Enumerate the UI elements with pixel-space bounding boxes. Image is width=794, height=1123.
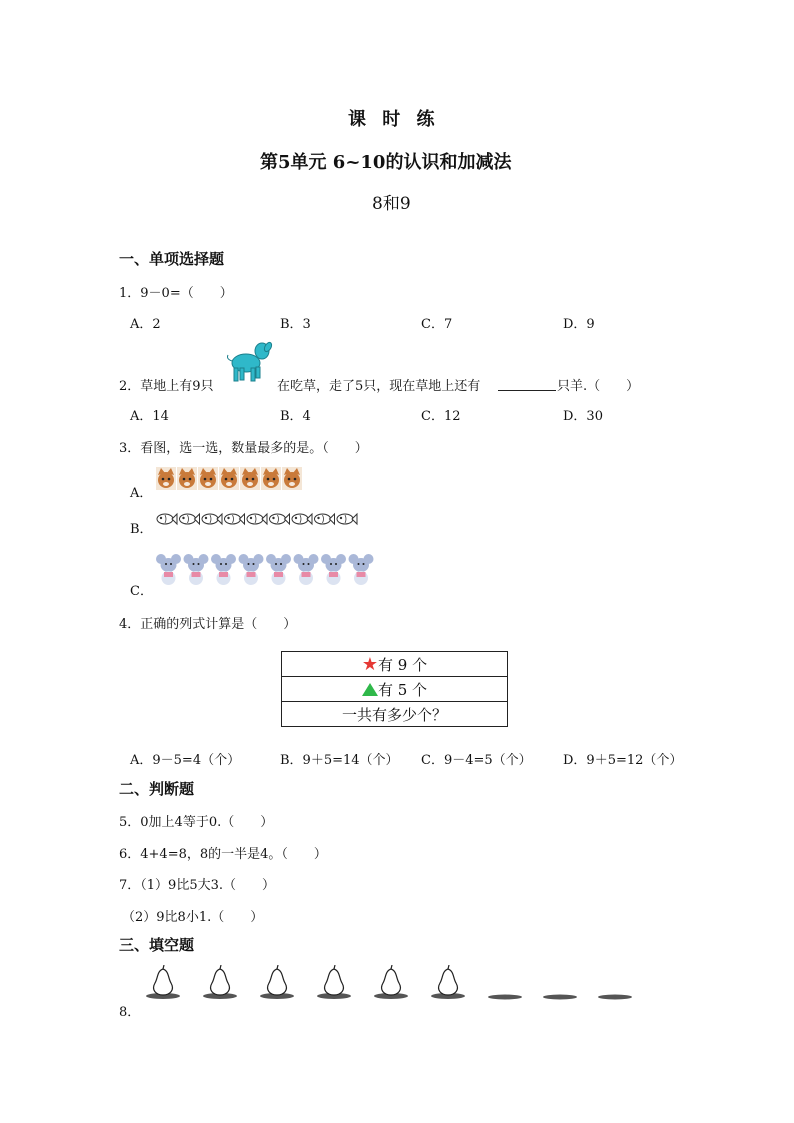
mouse-icon (156, 554, 181, 585)
pear-icon (203, 965, 237, 999)
fish-row (156, 511, 362, 527)
cat-icon (177, 467, 197, 490)
empty-plate-icon (543, 995, 577, 1000)
table-row (282, 652, 508, 677)
q1-option-d[interactable]: D．9 (563, 317, 595, 332)
q2-option-b[interactable]: B．4 (280, 409, 311, 424)
fish-icon (337, 514, 357, 524)
q2-answer-blank[interactable] (498, 376, 556, 395)
q1-option-b[interactable]: B．3 (280, 317, 311, 332)
cats-row (156, 467, 304, 490)
star-count-text: 有 9 个 (378, 655, 428, 674)
question-2-stem-middle: 在吃草，走了5只，现在草地上还有 (277, 379, 481, 394)
mice-row (156, 552, 378, 586)
fish-icon (315, 514, 335, 524)
mouse-icon (239, 554, 264, 585)
fish-icon (292, 514, 312, 524)
section-heading-choice: 一、单项选择题 (119, 250, 225, 268)
pear-icon (431, 965, 465, 999)
mouse-icon (294, 554, 319, 585)
q4-info-table (281, 651, 508, 727)
q2-option-a[interactable]: A．14 (130, 409, 169, 424)
fish-icon (247, 514, 267, 524)
fish-icon (202, 514, 222, 524)
question-2-stem-end: 只羊.（ ） (557, 379, 640, 394)
fish-icon (270, 514, 290, 524)
cat-icon (282, 467, 302, 490)
mouse-icon (266, 554, 291, 585)
question-7a-stem: 7．（1）9比5大3.（ ） (119, 878, 275, 893)
mouse-icon (211, 554, 236, 585)
pear-icon (374, 965, 408, 999)
question-6-stem: 6．4+4=8，8的一半是4。（ ） (119, 847, 327, 862)
pear-icon (260, 965, 294, 999)
pear-icon (146, 965, 180, 999)
cat-icon (261, 467, 281, 490)
question-5-stem: 5．0加上4等于0.（ ） (119, 815, 274, 830)
q4-option-a[interactable]: A．9－5=4（个） (130, 753, 241, 768)
q3-option-a[interactable]: A． (130, 486, 153, 501)
question-3-stem: 3．看图，选一选，数量最多的是。（ ） (119, 441, 368, 456)
q4-option-c[interactable]: C．9－4=5（个） (421, 753, 532, 768)
question-2-stem-start: 2．草地上有9只 (119, 379, 214, 394)
mouse-icon (184, 554, 209, 585)
q2-option-c[interactable]: C．12 (421, 409, 461, 424)
pears-row (146, 965, 646, 1003)
q4-option-d[interactable]: D．9＋5=12（个） (563, 753, 683, 768)
fish-icon (157, 514, 177, 524)
q2-option-d[interactable]: D．30 (563, 409, 603, 424)
table-row (282, 702, 508, 727)
question-8-stem: 8． (119, 1005, 141, 1020)
mouse-icon (321, 554, 346, 585)
q3-option-c[interactable]: C． (130, 584, 153, 599)
cat-icon (198, 467, 218, 490)
section-heading-judge: 二、判断题 (119, 780, 195, 798)
table-row (282, 677, 508, 702)
empty-plate-icon (598, 995, 632, 1000)
fish-icon (180, 514, 200, 524)
question-7b-stem: （2）9比8小1.（ ） (122, 910, 264, 925)
cat-icon (219, 467, 239, 490)
q3-option-b[interactable]: B． (130, 522, 153, 537)
sheep-icon (224, 337, 274, 383)
mouse-icon (349, 554, 374, 585)
cat-icon (156, 467, 176, 490)
question-1-stem: 1．9－0=（ ） (119, 286, 233, 301)
lesson-title: 8和9 (372, 194, 411, 214)
fish-icon (225, 514, 245, 524)
triangle-count-text: 有 5 个 (377, 680, 428, 699)
triangle-icon (362, 683, 378, 696)
empty-plate-icon (488, 995, 522, 1000)
pear-icon (317, 965, 351, 999)
section-heading-fill: 三、填空题 (119, 936, 195, 954)
q1-option-a[interactable]: A．2 (130, 317, 161, 332)
question-4-stem: 4．正确的列式计算是（ ） (119, 617, 297, 632)
cat-icon (240, 467, 260, 490)
unit-title: 第5单元 6~10的认识和加减法 (260, 152, 512, 173)
page-title: 课 时 练 (348, 109, 435, 130)
star-icon: ★ (361, 653, 379, 675)
q4-option-b[interactable]: B．9＋5=14（个） (280, 753, 399, 768)
q1-option-c[interactable]: C．7 (421, 317, 453, 332)
total-question-cell: 一共有多少个？ (282, 702, 508, 727)
